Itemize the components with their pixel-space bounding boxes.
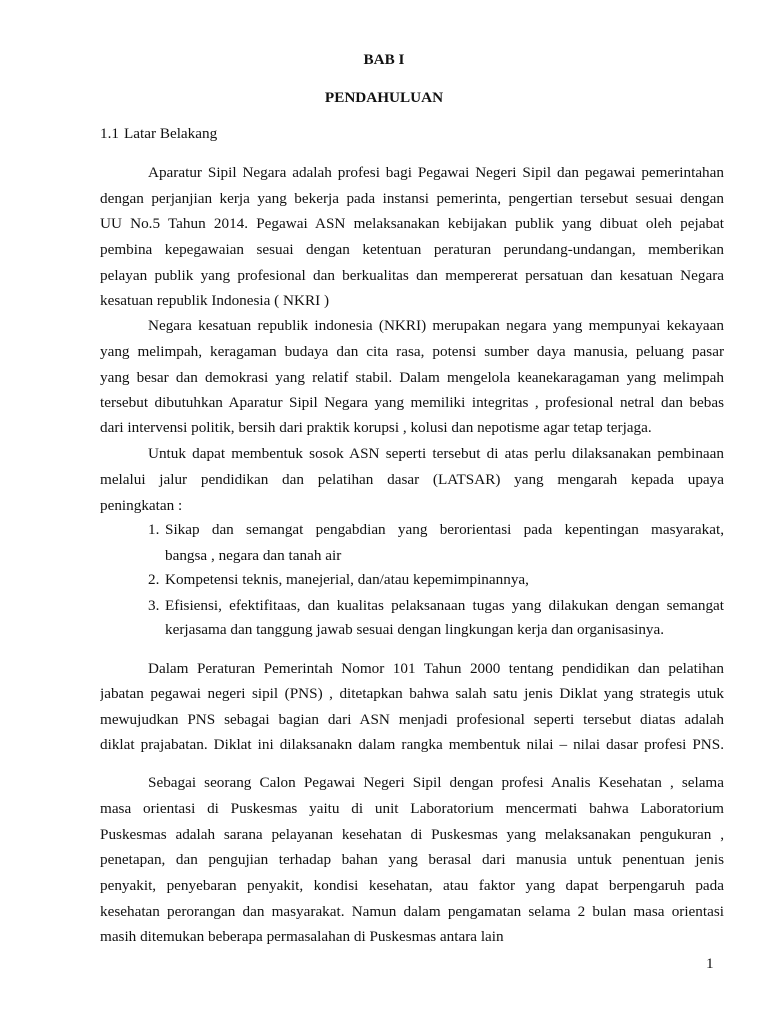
paragraph-line: pelayan publik yang profesional dan berkualitas dan mempererat persatuan dan kesatuan Negara (100, 267, 724, 284)
paragraph-line: yang melimpah, keragaman budaya dan cita rasa, potensi sumber daya manusia, peluang pasar (100, 343, 724, 360)
page-number: 1 (706, 955, 714, 972)
list-item-line: Efisiensi, efektifitaas, dan kualitas pelaksanaan tugas yang dilakukan dengan semangat (165, 597, 724, 614)
list-number: 3. (148, 597, 160, 614)
paragraph-line: masa orientasi di Puskesmas yaitu di unit Laboratorium mencermati bahwa Laboratorium (100, 800, 724, 817)
paragraph-line: tersebut dibutuhkan Aparatur Sipil Negara yang memiliki integritas , profesional netral dan bebas (100, 394, 724, 411)
list-item-line: bangsa , negara dan tanah air (165, 547, 342, 564)
list-item-line: kerjasama dan tanggung jawab sesuai dengan lingkungan kerja dan organisasinya. (165, 621, 665, 638)
paragraph-line: yang besar dan demokrasi yang relatif stabil. Dalam mengelola keanekaragaman yang melimpah (100, 369, 724, 386)
list-number: 1. (148, 521, 160, 538)
paragraph-line: dengan perjanjian kerja yang bekerja pada instansi pemerinta, pengertian tersebut sesuai dengan (100, 190, 724, 207)
paragraph-line: Negara kesatuan republik indonesia (NKRI) merupakan negara yang mempunyai kekayaan (148, 317, 724, 334)
paragraph-line: penyakit, penyebaran penyakit, kondisi kesehatan, atau faktor yang dapat berpengaruh pada (100, 877, 724, 894)
paragraph-line: Dalam Peraturan Pemerintah Nomor 101 Tahun 2000 tentang pendidikan dan pelatihan (148, 660, 724, 677)
list-number: 2. (148, 571, 160, 588)
paragraph-line: mewujudkan PNS sebagai bagian dari ASN menjadi profesional seperti tersebut diatas adalah (100, 711, 724, 728)
paragraph-line: diklat prajabatan. Diklat ini dilaksanakn dalam rangka membentuk nilai – nilai dasar profesi PNS. (100, 736, 724, 753)
paragraph-line: peningkatan : (100, 497, 183, 514)
paragraph-line: melalui jalur pendidikan dan pelatihan dasar (LATSAR) yang mengarah kepada upaya (100, 471, 724, 488)
paragraph-line: dari intervensi politik, bersih dari praktik korupsi , kolusi dan nepotisme agar tetap terjaga. (100, 419, 652, 436)
paragraph-line: kesehatan perorangan dan masyarakat. Namun dalam pengamatan selama 2 bulan masa orientasi (100, 903, 724, 920)
paragraph-line: pembina kepegawaian sesuai dengan ketentuan peraturan perundang-undangan, memberikan (100, 241, 724, 258)
list-item-line: Sikap dan semangat pengabdian yang berorientasi pada kepentingan masyarakat, (165, 521, 724, 538)
paragraph-line: penetapan, dan pengujian terhadap bahan yang berasal dari manusia untuk penentuan jenis (100, 851, 724, 868)
section-title: Latar Belakang (124, 125, 218, 142)
section-number: 1.1 (100, 125, 119, 142)
paragraph-line: jabatan pegawai negeri sipil (PNS) , ditetapkan bahwa salah satu jenis Diklat yang strategis utuk (100, 685, 724, 702)
paragraph-line: Puskesmas adalah sarana pelayanan kesehatan di Puskesmas yang melaksanakan pengukuran , (100, 826, 724, 843)
paragraph-line: masih ditemukan beberapa permasalahan di Puskesmas antara lain (100, 928, 504, 945)
paragraph-line: kesatuan republik Indonesia ( NKRI ) (100, 292, 330, 309)
chapter-title: PENDAHULUAN (324, 89, 444, 106)
paragraph-line: UU No.5 Tahun 2014. Pegawai ASN melaksanakan kebijakan publik yang dibuat oleh pejabat (100, 215, 724, 232)
list-item-line: Kompetensi teknis, manejerial, dan/atau kepemimpinannya, (165, 571, 529, 588)
paragraph-line: Aparatur Sipil Negara adalah profesi bagi Pegawai Negeri Sipil dan pegawai pemerintahan (148, 164, 724, 181)
paragraph-line: Sebagai seorang Calon Pegawai Negeri Sipil dengan profesi Analis Kesehatan , selama (148, 774, 724, 791)
chapter-heading: BAB I (363, 51, 405, 68)
paragraph-line: Untuk dapat membentuk sosok ASN seperti tersebut di atas perlu dilaksanakan pembinaan (148, 445, 724, 462)
